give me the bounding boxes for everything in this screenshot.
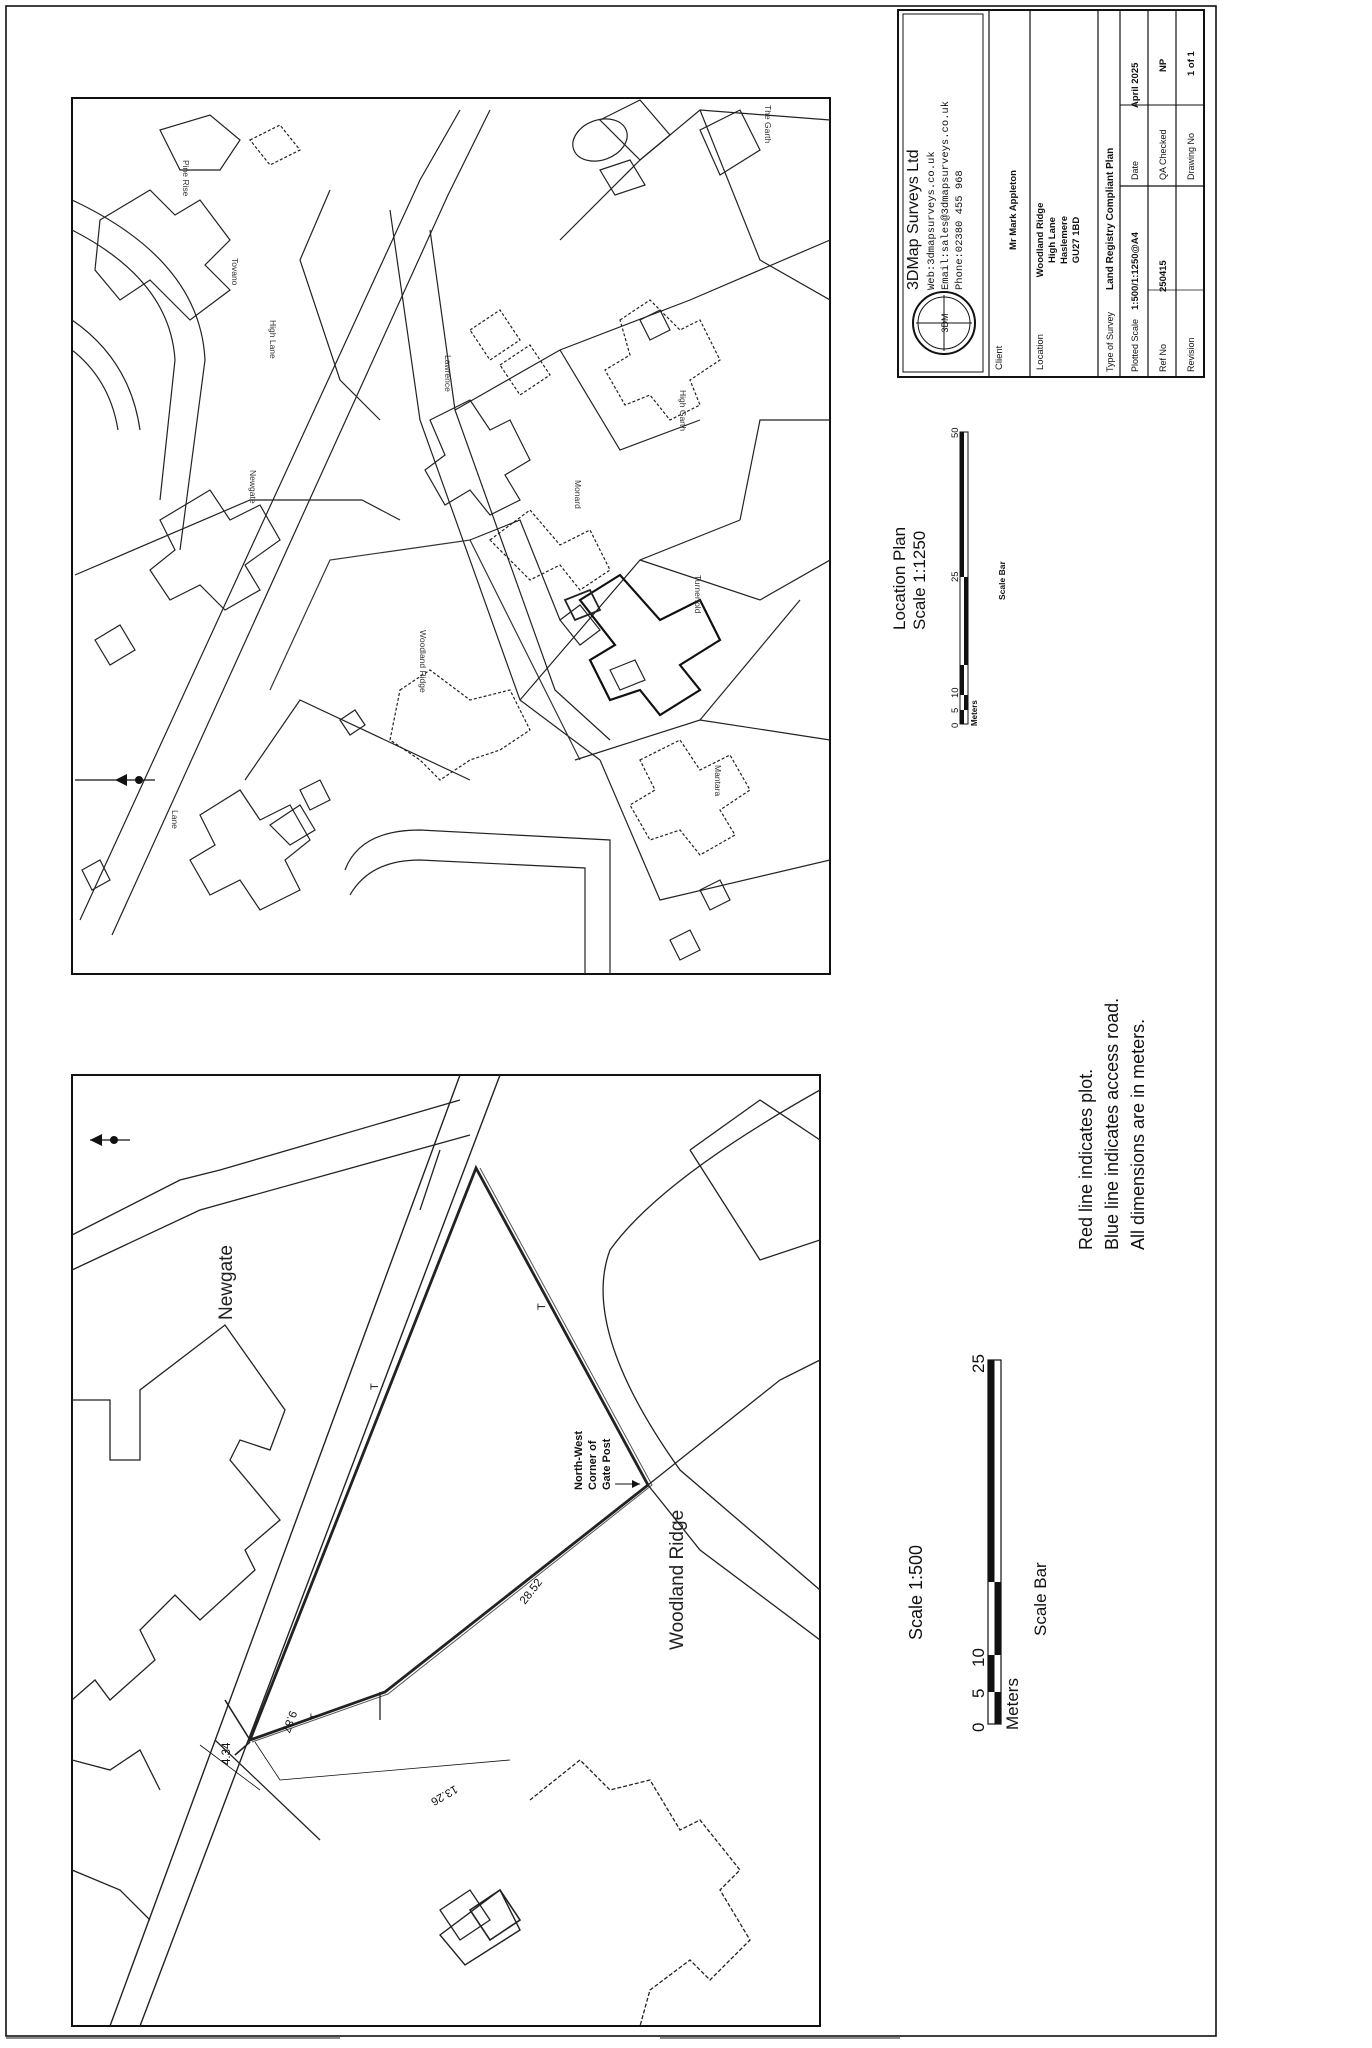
date-label: Date: [1130, 160, 1140, 180]
site-scale-tick-10: 10: [969, 1648, 988, 1667]
company-name: 3DMap Surveys Ltd: [905, 149, 922, 290]
site-scale-units: Meters: [1003, 1678, 1022, 1730]
location-plan-scale: Scale 1:1250: [910, 530, 929, 630]
loc-scale-tick-0: 0: [950, 722, 961, 728]
survey-type-value: Land Registry Compliant Plan: [1105, 147, 1116, 290]
location-line-2: High Lane: [1047, 217, 1058, 263]
dimension-9-87: 9.87: [279, 1708, 299, 1735]
site-plan-scale: Scale 1:500: [906, 1544, 926, 1640]
company-web: Web:3dmapsurveys.co.uk: [926, 151, 938, 290]
drawing-value: 1 of 1: [1186, 51, 1197, 76]
map-label-tovano: Tovano: [230, 258, 240, 286]
note-red-line: Red line indicates plot.: [1076, 1068, 1096, 1250]
survey-type-label: Type of Survey: [1105, 311, 1115, 372]
location-plan-title: Location Plan: [890, 526, 909, 630]
loc-scale-tick-5: 5: [950, 707, 961, 713]
svg-text:Corner of: Corner of: [587, 1440, 599, 1490]
location-label: Location: [1035, 334, 1046, 370]
dimension-13-26: 13.26: [428, 1782, 460, 1808]
map-label-lawrence: Lawrence: [443, 355, 453, 392]
svg-text:3DM: 3DM: [940, 313, 950, 333]
drawing-label: Drawing No: [1186, 132, 1196, 180]
site-label-woodland-ridge: Woodland Ridge: [667, 1509, 688, 1650]
loc-scale-label: Scale Bar: [997, 561, 1007, 600]
plotted-scale-value: 1:500/1:1250@A4: [1130, 232, 1141, 310]
site-scale-tick-0: 0: [969, 1722, 988, 1732]
map-label-woodland-ridge: Woodland Ridge: [418, 630, 428, 693]
title-block: [898, 10, 1204, 377]
ref-value: 250415: [1158, 260, 1169, 292]
location-plan-header: [890, 527, 929, 630]
map-label-high-lane: High Lane: [268, 320, 278, 359]
company-logo: [913, 292, 975, 354]
map-label-newgate: Newgate: [248, 470, 258, 504]
map-label-monard: Monard: [573, 480, 583, 509]
plotted-scale-label: Plotted Scale: [1130, 318, 1140, 372]
date-value: April 2025: [1130, 62, 1141, 108]
loc-scale-units: Meters: [970, 700, 979, 726]
svg-text:Gate Post: Gate Post: [601, 1438, 613, 1490]
svg-text:North-West: North-West: [573, 1430, 585, 1490]
map-label-mantara: Mantara: [713, 765, 723, 797]
client-value: Mr Mark Appleton: [1008, 170, 1019, 250]
qa-value: NP: [1158, 58, 1169, 72]
dimension-4-34: 4.34: [221, 1742, 233, 1765]
location-line-3: Haslemere: [1059, 215, 1070, 265]
site-scale-tick-25: 25: [969, 1354, 988, 1373]
site-scale-tick-5: 5: [969, 1688, 988, 1698]
company-email: Email:sales@3dmapsurveys.co.uk: [940, 100, 952, 290]
site-scale-label: Scale Bar: [1031, 1562, 1050, 1636]
company-phone: Phone:02380 455 968: [954, 170, 966, 290]
site-label-newgate: Newgate: [216, 1245, 237, 1320]
location-line-4: GU27 1BD: [1071, 216, 1082, 264]
loc-scale-tick-25: 25: [950, 571, 961, 582]
note-dimensions: All dimensions are in meters.: [1128, 1018, 1148, 1250]
revision-label: Revision: [1186, 337, 1196, 372]
note-blue-line: Blue line indicates access road.: [1102, 997, 1122, 1250]
ref-label: Ref No: [1158, 343, 1168, 372]
map-label-lane: Lane: [170, 810, 180, 829]
client-label: Client: [994, 345, 1005, 370]
location-plan-map: [72, 98, 830, 975]
qa-label: QA Checked: [1158, 129, 1168, 180]
map-label-pine-rise: Pine Rise: [181, 160, 191, 197]
map-label-high-garth: High Garth: [678, 390, 688, 432]
loc-scale-tick-50: 50: [950, 427, 961, 438]
dimension-28-52: 28.52: [517, 1576, 546, 1607]
tree-marker-3: T: [536, 1303, 548, 1310]
tree-marker-1: T: [309, 1713, 321, 1720]
map-label-turnerfold: Turnerfold: [693, 575, 703, 614]
loc-scale-tick-10: 10: [950, 687, 961, 698]
site-plan-map: [72, 1075, 820, 2026]
location-line-1: Woodland Ridge: [1035, 202, 1046, 278]
tree-marker-2: T: [369, 1383, 381, 1390]
map-label-the-garth: The Garth: [763, 105, 773, 144]
